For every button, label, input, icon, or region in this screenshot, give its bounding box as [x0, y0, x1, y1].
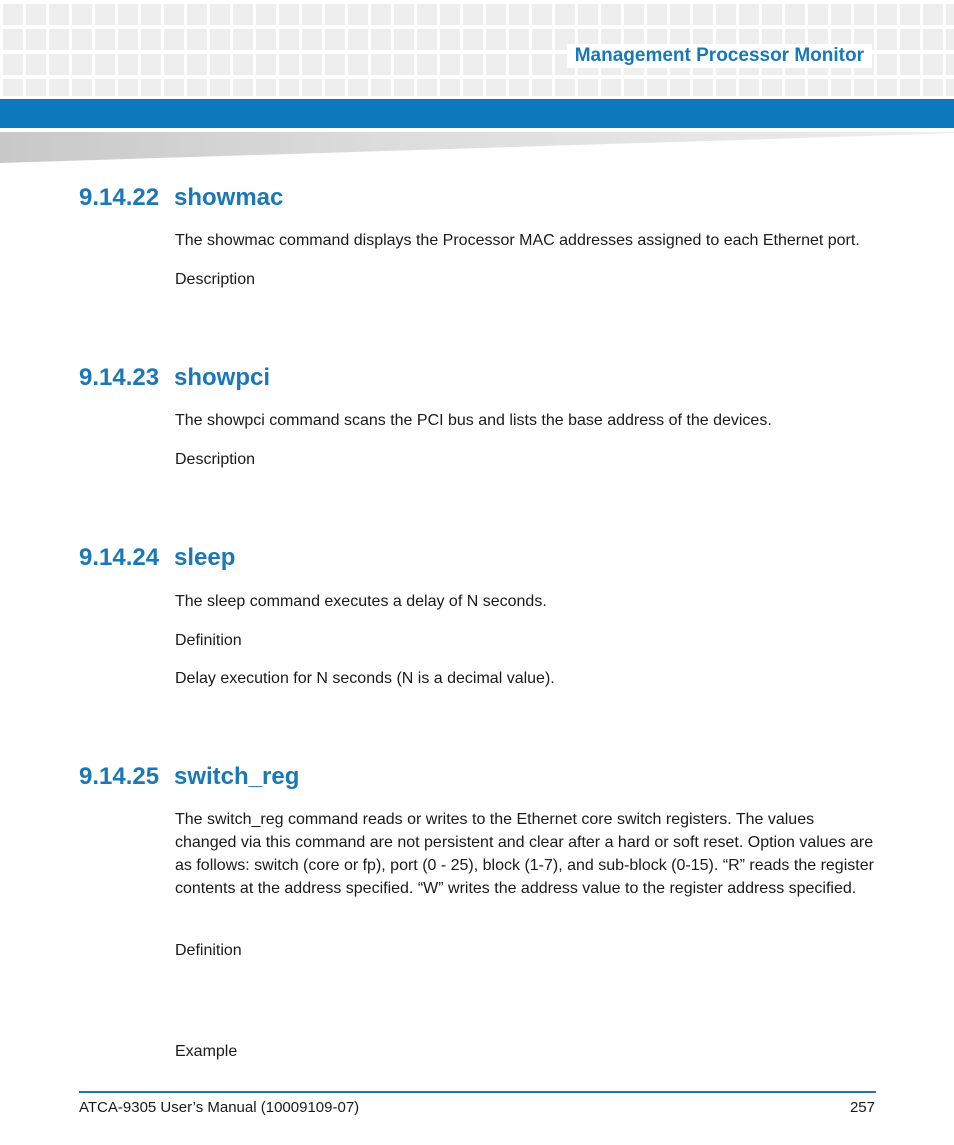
section-number: 9.14.24: [79, 544, 160, 571]
section-number: 9.14.22: [79, 184, 160, 211]
paragraph-label: Definition: [175, 942, 242, 959]
header-grey-wedge: [0, 132, 954, 163]
section-title: showmac: [174, 184, 284, 211]
section-heading-showmac: [79, 183, 283, 213]
paragraph-label: Description: [175, 451, 256, 468]
paragraph: The showmac command displays the Processor MAC addresses assigned to each Ethernet port.: [175, 232, 860, 249]
page-number: 257: [849, 1099, 875, 1116]
header-title: Management Processor Monitor: [567, 44, 872, 68]
footer-rule: [79, 1091, 876, 1093]
section-title: showpci: [174, 364, 271, 391]
section-heading-showpci: [79, 363, 270, 393]
section-number: 9.14.25: [79, 763, 160, 790]
header-blue-band: [0, 99, 954, 128]
section-title: sleep: [174, 544, 236, 571]
section-number: 9.14.23: [79, 364, 160, 391]
paragraph-label: Description: [175, 271, 256, 288]
paragraph: The switch_reg command reads or writes to the Ethernet core switch registers. The values changed via this command are not persistent and clear after a hard or soft reset. Option values are as follows: switch (core or fp), port (0 - 25), block (1-7), and sub-block (0-15). “R” reads the register contents at the address specified. “W” writes the address value to the register address specified.: [175, 811, 874, 897]
section-heading-sleep: [79, 543, 235, 573]
paragraph: The sleep command executes a delay of N seconds.: [175, 593, 547, 610]
paragraph: Delay execution for N seconds (N is a decimal value).: [175, 670, 555, 687]
paragraph-label: Definition: [175, 632, 242, 649]
section-title: switch_reg: [174, 763, 300, 790]
paragraph-label: Example: [175, 1043, 238, 1060]
footer-manual-title: ATCA-9305 User’s Manual (10009109-07): [79, 1099, 360, 1116]
paragraph: The showpci command scans the PCI bus and lists the base address of the devices.: [175, 412, 772, 429]
section-heading-switch-reg: [79, 762, 299, 792]
